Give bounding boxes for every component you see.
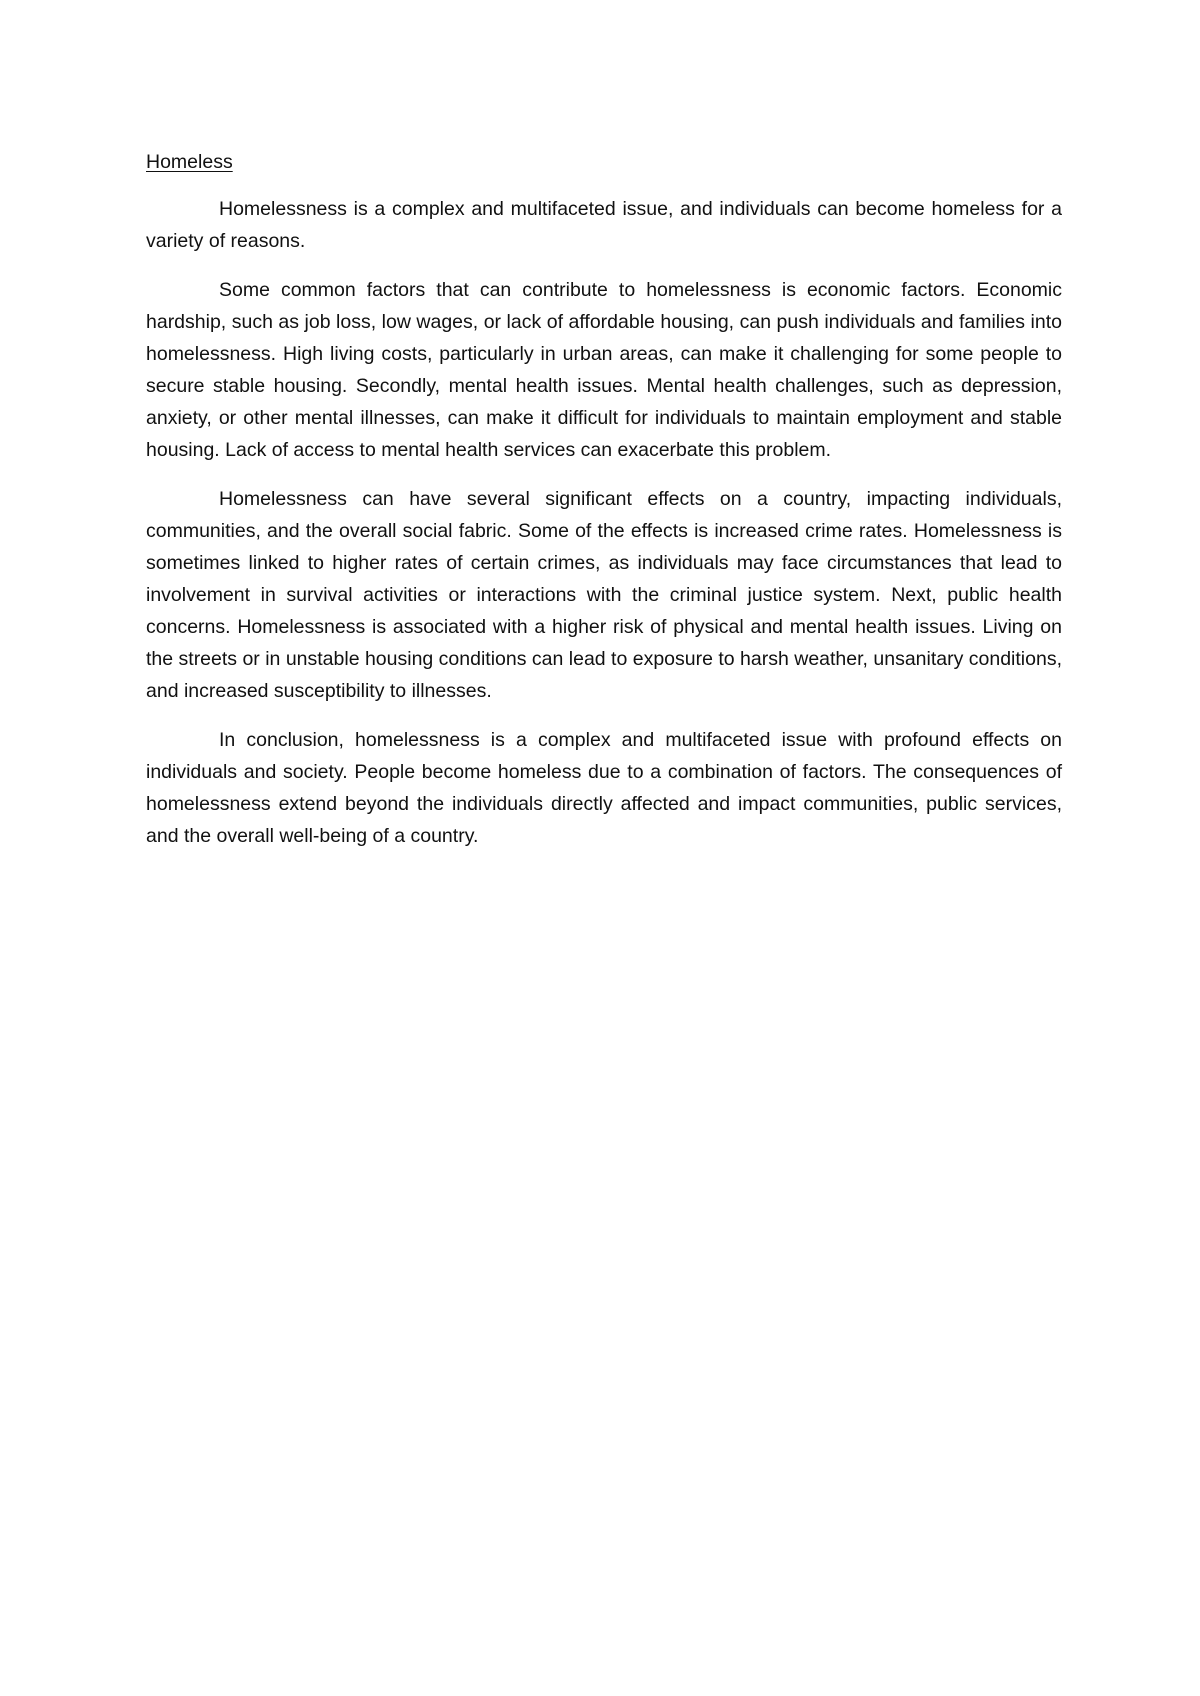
document-title: Homeless: [146, 151, 233, 173]
paragraph-conclusion: In conclusion, homelessness is a complex and multifaceted issue with profound effects on individuals and society. People become homeless due to a combination of factors. The consequences of homelessness extend beyond the individuals directly affected and impact communities, public services, and the overall well-being of a country.: [146, 729, 1062, 847]
paragraph-effects: Homelessness can have several significant effects on a country, impacting individuals, communities, and the overall social fabric. Some of the effects is increased crime rates. Homelessness is sometimes linked to higher rates of certain crimes, as individuals may face circumstances that lead to involvement in survival activities or interactions with the criminal justice system. Next, public health concerns. Homelessness is associated with a higher risk of physical and mental health issues. Living on the streets or in unstable housing conditions can lead to exposure to harsh weather, unsanitary conditions, and increased susceptibility to illnesses.: [146, 488, 1062, 702]
document-body: [146, 146, 1062, 869]
paragraph-causes: Some common factors that can contribute to homelessness is economic factors. Economic hardship, such as job loss, low wages, or lack of affordable housing, can push individuals and families into homelessness. High living costs, particularly in urban areas, can make it challenging for some people to secure stable housing. Secondly, mental health issues. Mental health challenges, such as depression, anxiety, or other mental illnesses, can make it difficult for individuals to maintain employment and stable housing. Lack of access to mental health services can exacerbate this problem.: [146, 279, 1062, 461]
paragraph-introduction: Homelessness is a complex and multifaceted issue, and individuals can become homeless for a variety of reasons.: [146, 198, 1062, 252]
